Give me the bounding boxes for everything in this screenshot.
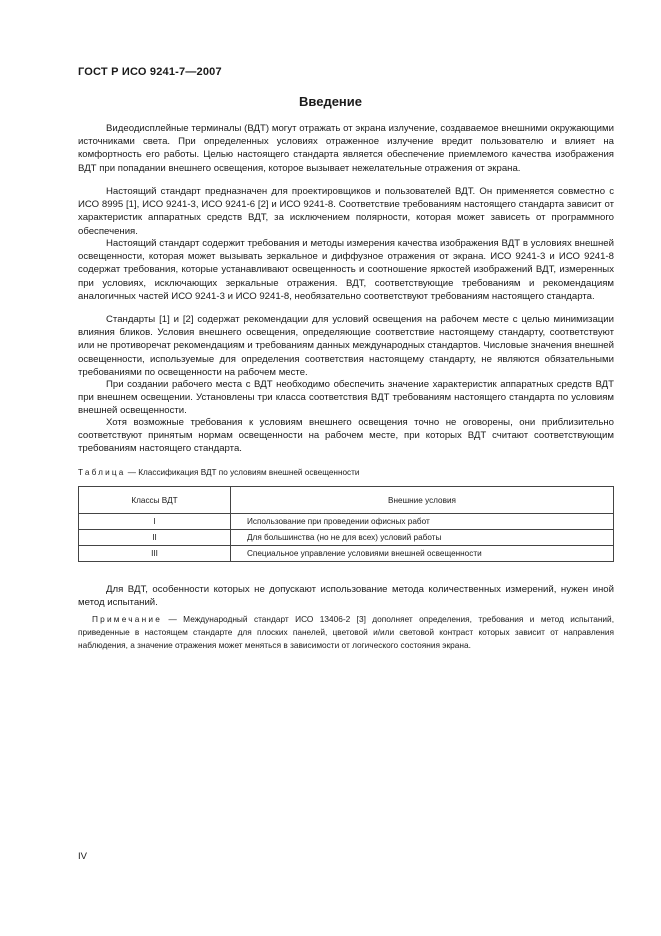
table-row (79, 546, 614, 562)
page-number: IV (78, 851, 87, 862)
paragraph-1: Видеодисплейные терминалы (ВДТ) могут отражать от экрана излучение, создаваемое внешними окружающими источниками света. При определенных условиях отраженное излучение вредит пользователю и влияет на комфортность его работы. Целью настоящего стандарта является обеспечение приемлемого качества изображения ВДТ при попадании внешнего освещения, которое вызывает нежелательные отражения от экрана. (78, 123, 614, 174)
paragraph-2: Настоящий стандарт предназначен для проектировщиков и пользователей ВДТ. Он применяется совместно с ИСО 8995 [1], ИСО 9241-3, ИСО 9241-6 [2] и ИСО 9241-8. Соответствие требованиям настоящего стандарта зависит от характеристик аппаратных средств ВДТ, за исключением полярности, которая может зависеть от программного обеспечения. (78, 186, 614, 237)
paragraph-5: При создании рабочего места с ВДТ необходимо обеспечить значение характеристик аппаратных средств ВДТ при внешнем освещении. Установлены три класса соответствия ВДТ требованиям настоящего стандарта по условиям внешней освещенности. (78, 379, 614, 417)
table-cell-class: II (79, 530, 231, 546)
column-header-conditions: Внешние условия (231, 487, 614, 514)
table-caption-prefix: Таблица (78, 468, 126, 477)
vdt-classification-table (78, 486, 614, 562)
note-block (78, 613, 614, 652)
table-cell-class: III (79, 546, 231, 562)
table-cell-condition: Использование при проведении офисных работ (231, 514, 614, 530)
column-header-class: Классы ВДТ (79, 487, 231, 514)
table-row (79, 514, 614, 530)
paragraph-4: Стандарты [1] и [2] содержат рекомендации для условий освещения на рабочем месте с целью минимизации влияния бликов. Условия внешнего освещения, определяющие соответствие настоящему стандарту, соответствуют или не противоречат рекомендациям и требованиям данных международных стандартов. Числовые значения внешней освещенности, используемые для определения соответствия настоящему стандарту, не являются обязательными требованиями по освещенности на рабочем месте. (78, 314, 614, 378)
document-code-header: ГОСТ Р ИСО 9241-7—2007 (78, 66, 222, 78)
paragraph-after-table: Для ВДТ, особенности которых не допускают использование метода количественных измерений, нужен иной метод испытаний. (78, 584, 614, 609)
table-cell-condition: Специальное управление условиями внешней освещенности (231, 546, 614, 562)
note-label: Примечание (92, 614, 163, 624)
table-caption (78, 468, 359, 477)
paragraph-6: Хотя возможные требования к условиям внешнего освещения точно не оговорены, они приблизительно соответствуют принятым нормам освещенности на рабочем месте, при которых ВДТ считают соответствующим требованиям настоящего стандарта. (78, 417, 614, 455)
table-row (79, 530, 614, 546)
table-cell-condition: Для большинства (но не для всех) условий работы (231, 530, 614, 546)
section-title: Введение (299, 94, 362, 109)
table-cell-class: I (79, 514, 231, 530)
table-caption-text: — Классификация ВДТ по условиям внешней освещенности (125, 468, 360, 477)
table-header-row (79, 487, 614, 514)
note-text: — Международный стандарт ИСО 13406-2 [3] дополняет определения, требования и метод испытаний, приведенные в настоящем стандарте для плоских панелей, цветовой и/или световой контраст которых зависит от направления наблюдения, а значение отражения может меняться в зависимости от логического состояния экрана. (78, 614, 614, 650)
paragraph-3: Настоящий стандарт содержит требования и методы измерения качества изображения ВДТ в условиях внешней освещенности, которая может вызывать зеркальное и диффузное отражения от экрана. ИСО 9241-3 и ИСО 9241-8 содержат требования, которые устанавливают освещенность и соотношение яркостей изображений ВДТ, измеренных при условиях, исключающих зеркальные отражения. ВДТ, соответствующие требованиям и рекомендациям аналогичных частей ИСО 9241-3 и ИСО 9241-8, необязательно соответствуют требованиям настоящего стандарта. (78, 238, 614, 302)
